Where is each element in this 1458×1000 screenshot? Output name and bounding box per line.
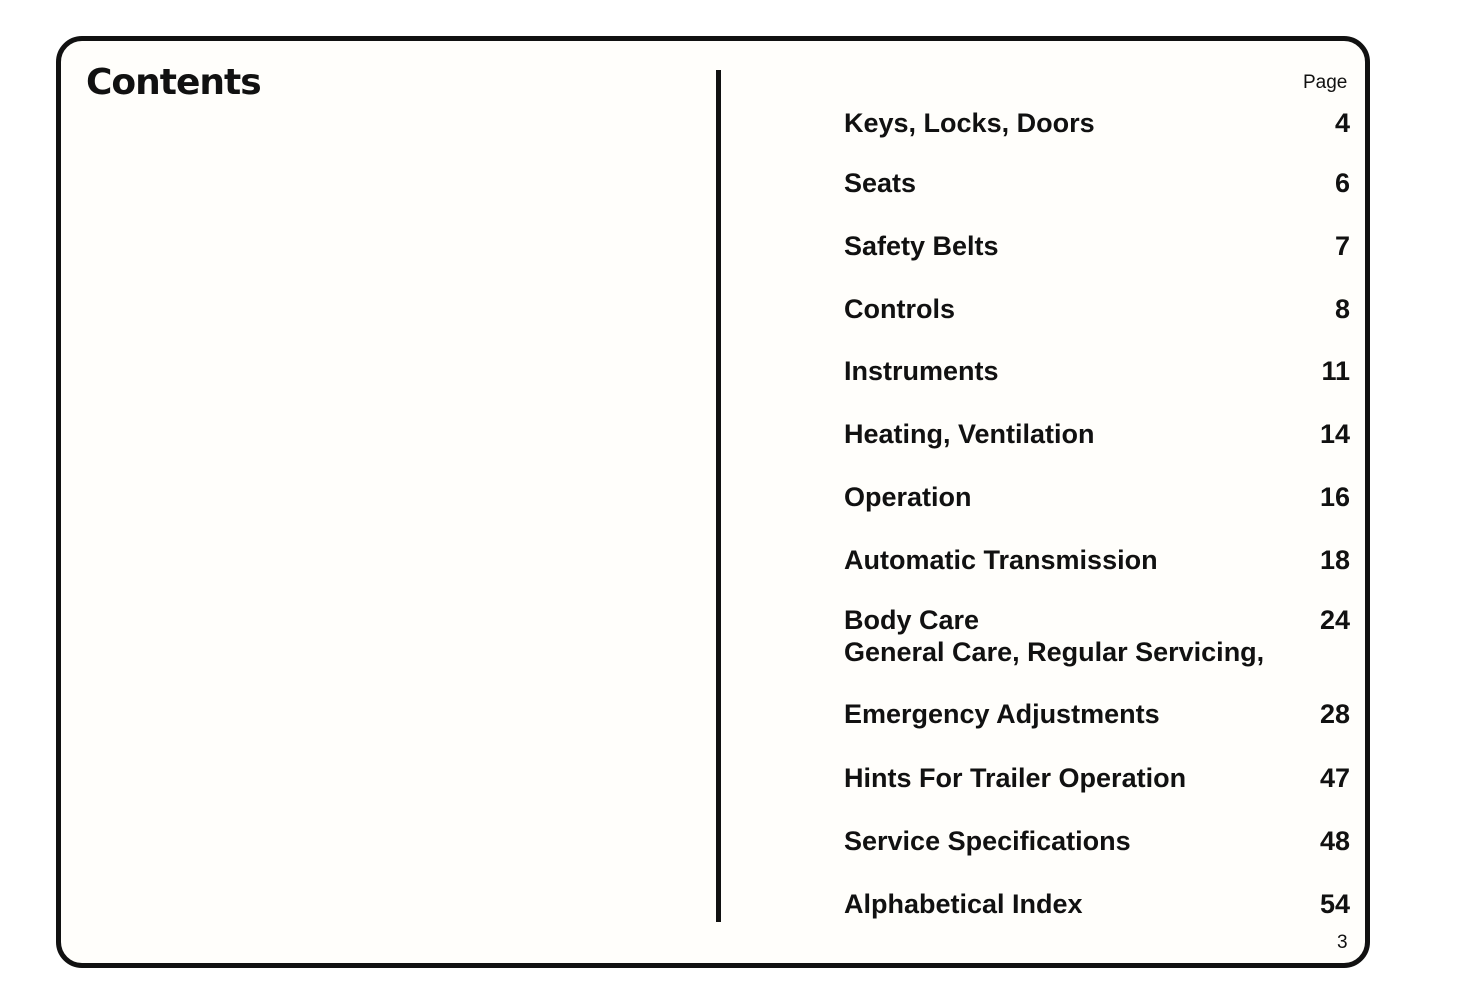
toc-entry-page: 47 xyxy=(1319,763,1350,793)
toc-entry-title: Operation xyxy=(844,482,972,512)
toc-entry[interactable] xyxy=(844,762,1350,794)
toc-entry-title: Hints For Trailer Operation xyxy=(844,763,1187,793)
toc-entry-title: Controls xyxy=(844,294,955,324)
column-divider xyxy=(716,70,721,922)
toc-entry-title: Heating, Ventilation xyxy=(844,419,1095,449)
toc-entry-title: Alphabetical Index xyxy=(844,889,1083,919)
toc-entry-title: Keys, Locks, Doors xyxy=(844,108,1095,138)
toc-entry[interactable] xyxy=(844,355,1350,387)
toc-entry-page: 7 xyxy=(1334,231,1350,261)
toc-entry[interactable] xyxy=(844,888,1350,920)
toc-entry[interactable] xyxy=(844,107,1350,139)
toc-entry-page: 14 xyxy=(1319,419,1350,449)
toc-entry[interactable] xyxy=(844,293,1350,325)
toc-entry[interactable] xyxy=(844,698,1350,730)
toc-entry-subtitle: General Care, Regular Servicing, xyxy=(844,637,1265,667)
toc-entry-page: 16 xyxy=(1319,482,1350,512)
toc-entry-page: 54 xyxy=(1319,889,1350,919)
toc-entry-page: 24 xyxy=(1319,605,1350,635)
toc-entry-page: 8 xyxy=(1334,294,1350,324)
page-column-header: Page xyxy=(1303,72,1348,93)
toc-entry-page: 48 xyxy=(1319,826,1350,856)
toc-entry-page: 4 xyxy=(1334,108,1350,138)
page-title: Contents xyxy=(86,62,261,103)
toc-entry-title: Seats xyxy=(844,168,917,198)
toc-entry-page: 28 xyxy=(1319,699,1350,729)
toc-entry-title: Automatic Transmission xyxy=(844,545,1158,575)
toc-entry[interactable] xyxy=(844,230,1350,262)
toc-entry-title: Body Care xyxy=(844,605,980,635)
toc-entry[interactable] xyxy=(844,544,1350,576)
toc-entry[interactable] xyxy=(844,167,1350,199)
toc-entry[interactable] xyxy=(844,604,1350,668)
toc-entry-page: 11 xyxy=(1321,356,1350,386)
toc-entry-title: Emergency Adjustments xyxy=(844,699,1160,729)
page-number: 3 xyxy=(1337,932,1348,953)
toc-entry[interactable] xyxy=(844,825,1350,857)
toc-entry-title: Safety Belts xyxy=(844,231,999,261)
toc-entry-page: 6 xyxy=(1334,168,1350,198)
toc-entry[interactable] xyxy=(844,418,1350,450)
toc-entry[interactable] xyxy=(844,481,1350,513)
toc-entry-title: Instruments xyxy=(844,356,999,386)
toc-entry-title: Service Specifications xyxy=(844,826,1131,856)
toc-entry-page: 18 xyxy=(1319,545,1350,575)
